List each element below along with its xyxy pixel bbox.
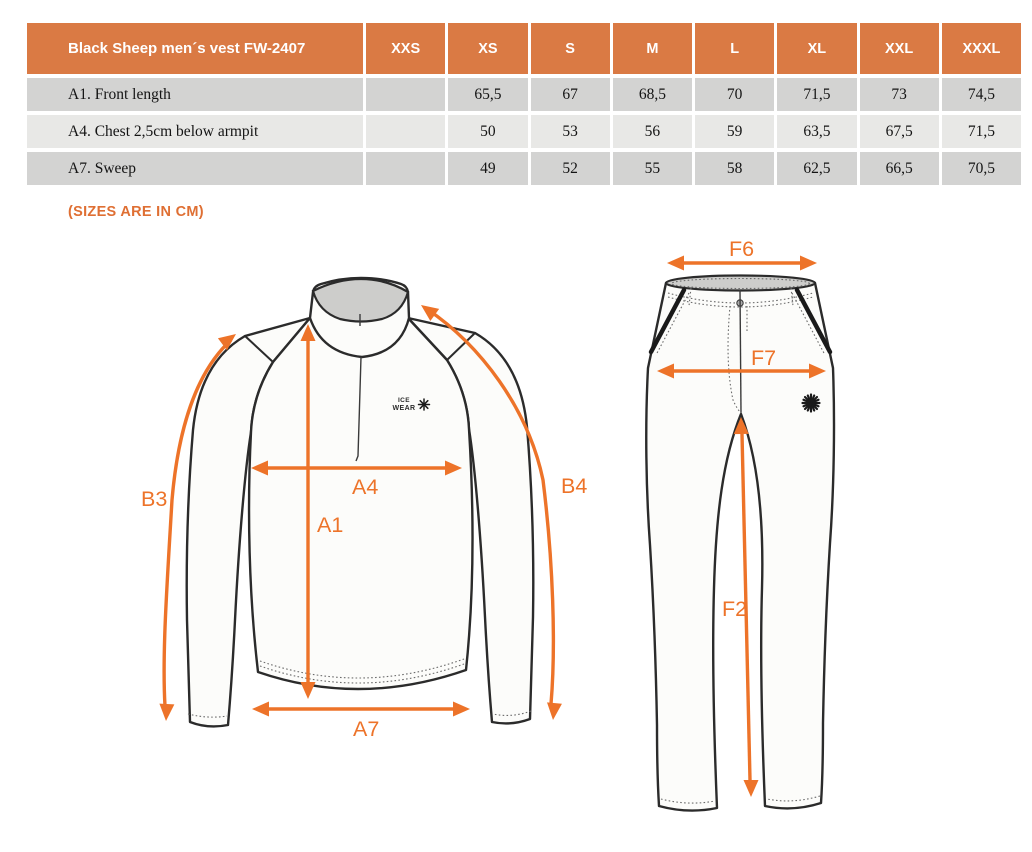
value-cell: 53: [531, 115, 610, 148]
value-cell: [366, 78, 445, 111]
logo-snowflake-icon: [419, 399, 430, 410]
value-cell: 62,5: [777, 152, 856, 185]
value-cell: 59: [695, 115, 774, 148]
logo-text-line2: WEAR: [392, 405, 416, 412]
value-cell: 65,5: [448, 78, 527, 111]
f6-label: F6: [729, 240, 755, 261]
value-cell: 70: [695, 78, 774, 111]
f2-label: F2: [722, 597, 748, 621]
value-cell: 73: [860, 78, 939, 111]
value-cell: 67: [531, 78, 610, 111]
logo-text-line1: ICE: [397, 397, 411, 404]
value-cell: [366, 152, 445, 185]
value-cell: 56: [613, 115, 692, 148]
shirt-diagram: [141, 278, 587, 741]
value-cell: 52: [531, 152, 610, 185]
value-cell: 70,5: [942, 152, 1021, 185]
value-cell: 55: [613, 152, 692, 185]
column-header-xl: XL: [777, 23, 856, 74]
f7-label: F7: [751, 346, 777, 370]
column-header-m: M: [613, 23, 692, 74]
value-cell: [366, 115, 445, 148]
table-title: Black Sheep men´s vest FW-2407: [27, 23, 363, 74]
value-cell: 67,5: [860, 115, 939, 148]
pants-waist-opening: [666, 276, 815, 291]
column-header-l: L: [695, 23, 774, 74]
value-cell: 71,5: [942, 115, 1021, 148]
b4-label: B4: [561, 474, 588, 498]
column-header-s: S: [531, 23, 610, 74]
value-cell: 63,5: [777, 115, 856, 148]
b3-label: B3: [141, 487, 168, 511]
pants-center-seam: [740, 290, 741, 413]
value-cell: 66,5: [860, 152, 939, 185]
units-note: (SIZES ARE IN CM): [68, 204, 204, 220]
value-cell: 68,5: [613, 78, 692, 111]
a1-label: A1: [317, 513, 344, 537]
pants-snowflake-icon: [803, 395, 820, 412]
column-header-xxs: XXS: [366, 23, 445, 74]
size-table: [27, 23, 1021, 185]
row-label-sweep: A7. Sweep: [27, 152, 363, 185]
column-header-xs: XS: [448, 23, 527, 74]
value-cell: 71,5: [777, 78, 856, 111]
a7-label: A7: [353, 717, 380, 741]
value-cell: 49: [448, 152, 527, 185]
value-cell: 58: [695, 152, 774, 185]
column-header-xxxl: XXXL: [942, 23, 1021, 74]
row-label-front-length: A1. Front length: [27, 78, 363, 111]
column-header-xxl: XXL: [860, 23, 939, 74]
measurement-diagram: [0, 240, 1032, 852]
value-cell: 50: [448, 115, 527, 148]
pants-diagram: [646, 240, 834, 811]
row-label-chest: A4. Chest 2,5cm below armpit: [27, 115, 363, 148]
value-cell: 74,5: [942, 78, 1021, 111]
a4-label: A4: [352, 475, 379, 499]
